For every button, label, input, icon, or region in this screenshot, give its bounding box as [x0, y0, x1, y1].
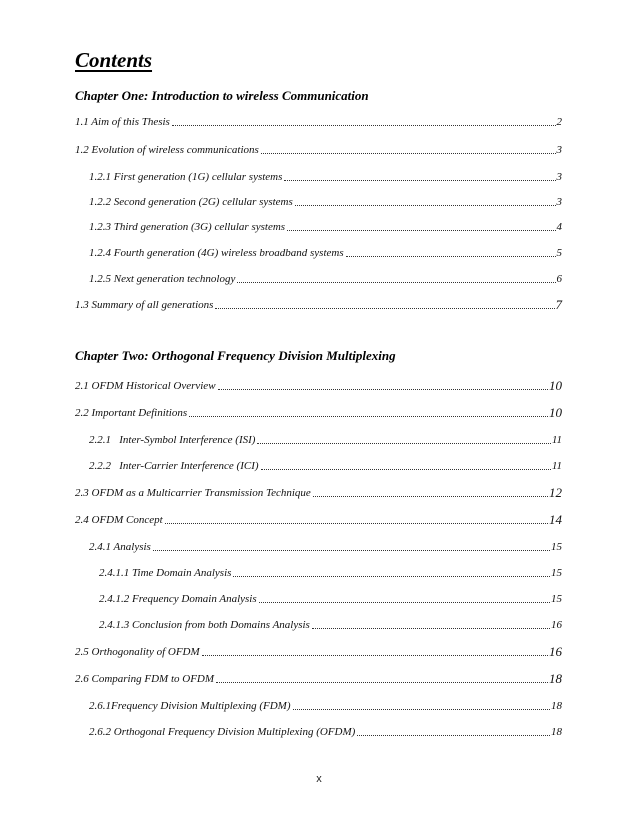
toc-entry[interactable]	[75, 513, 562, 527]
toc-entry-label: 1.2.4 Fourth generation (4G) wireless broadband systems	[89, 247, 344, 259]
toc-entry-label: 1.2.5 Next generation technology	[89, 273, 236, 285]
toc-entry-label: 2.3 OFDM as a Multicarrier Transmission Technique	[75, 487, 311, 499]
leader-dots	[261, 153, 556, 154]
toc-entry-label: 2.6.1Frequency Division Multiplexing (FDM)	[89, 700, 291, 712]
toc-entry-page: 3	[556, 171, 562, 183]
toc-entry-page: 16	[551, 619, 562, 631]
toc-entry-page: 18	[551, 700, 562, 712]
leader-dots	[293, 709, 550, 710]
toc-entry-page: 10	[549, 378, 562, 393]
leader-dots	[287, 230, 555, 231]
leader-dots	[346, 256, 556, 257]
leader-dots	[257, 443, 550, 444]
toc-entry[interactable]	[75, 486, 562, 500]
toc-entry[interactable]	[99, 566, 562, 580]
toc-entry[interactable]	[89, 540, 562, 554]
leader-dots	[189, 416, 548, 417]
contents-title: Contents	[75, 48, 153, 72]
toc-entry-page: 4	[556, 221, 562, 233]
toc-entry-page: 18	[549, 671, 562, 686]
toc-entry[interactable]	[89, 220, 562, 234]
toc-entry[interactable]	[89, 725, 562, 739]
toc-entry[interactable]	[75, 672, 562, 686]
toc-entry-label: 2.4.1.2 Frequency Domain Analysis	[99, 593, 257, 605]
toc-entry-page: 18	[551, 726, 562, 738]
leader-dots	[312, 628, 550, 629]
toc-entry[interactable]	[75, 143, 562, 157]
leader-dots	[261, 469, 551, 470]
leader-dots	[237, 282, 555, 283]
toc-entry-label: 2.1 OFDM Historical Overview	[75, 380, 216, 392]
toc-entry-page: 3	[556, 144, 562, 156]
toc-entry-page: 10	[549, 405, 562, 420]
leader-dots	[153, 550, 550, 551]
toc-entry-label: 1.2 Evolution of wireless communications	[75, 144, 259, 156]
toc-entry[interactable]	[75, 406, 562, 420]
toc-entry-label: 2.6 Comparing FDM to OFDM	[75, 673, 215, 685]
toc-entry-page: 11	[551, 460, 562, 472]
leader-dots	[172, 125, 556, 126]
toc-entry-label: 2.2 Important Definitions	[75, 407, 188, 419]
toc-entry[interactable]	[99, 618, 562, 632]
toc-entry-label: 1.3 Summary of all generations	[75, 299, 214, 311]
toc-entry-label: 1.2.2 Second generation (2G) cellular systems	[89, 196, 293, 208]
leader-dots	[313, 496, 548, 497]
toc-entry[interactable]	[75, 379, 562, 393]
toc-entry[interactable]	[89, 195, 562, 209]
toc-entry[interactable]	[75, 298, 562, 312]
toc-entry-page: 15	[551, 541, 562, 553]
toc-entry-label: 1.2.1 First generation (1G) cellular systems	[89, 171, 283, 183]
toc-entry-label: 2.4.1 Analysis	[89, 541, 151, 553]
leader-dots	[284, 180, 555, 181]
toc-entry-label: 2.6.2 Orthogonal Frequency Division Multiplexing (OFDM)	[89, 726, 356, 738]
leader-dots	[295, 205, 556, 206]
leader-dots	[202, 655, 548, 656]
leader-dots	[218, 389, 548, 390]
toc-entry-page: 5	[556, 247, 562, 259]
chapter-one-heading: Chapter One: Introduction to wireless Communication	[75, 88, 369, 103]
toc-entry-label: 2.4.1.1 Time Domain Analysis	[99, 567, 232, 579]
toc-entry-label: 2.4 OFDM Concept	[75, 514, 163, 526]
leader-dots	[216, 682, 548, 683]
toc-entry[interactable]	[89, 170, 562, 184]
toc-entry-label: 2.4.1.3 Conclusion from both Domains Analysis	[99, 619, 310, 631]
toc-entry-label: 2.2.1 Inter-Symbol Interference (ISI)	[89, 434, 256, 446]
toc-entry-page: 16	[549, 644, 562, 659]
toc-entry-label: 1.2.3 Third generation (3G) cellular systems	[89, 221, 286, 233]
toc-entry-label: 2.2.2 Inter-Carrier Interference (ICI)	[89, 460, 259, 472]
toc-entry[interactable]	[75, 115, 562, 129]
toc-entry-page: 12	[549, 485, 562, 500]
page-number-footer: x	[316, 773, 322, 785]
leader-dots	[357, 735, 550, 736]
toc-entry[interactable]	[75, 645, 562, 659]
toc-entry[interactable]	[89, 272, 562, 286]
toc-entry-page: 6	[556, 273, 562, 285]
leader-dots	[233, 576, 550, 577]
toc-entry-page: 3	[556, 196, 562, 208]
toc-entry[interactable]	[89, 246, 562, 260]
toc-entry[interactable]	[89, 459, 562, 473]
toc-entry-page: 2	[556, 116, 562, 128]
leader-dots	[215, 308, 554, 309]
toc-entry-label: 1.1 Aim of this Thesis	[75, 116, 170, 128]
toc-entry-page: 11	[551, 434, 562, 446]
toc-entry-page: 14	[549, 512, 562, 527]
toc-entry-page: 15	[551, 567, 562, 579]
leader-dots	[259, 602, 550, 603]
leader-dots	[165, 523, 548, 524]
toc-entry[interactable]	[89, 433, 562, 447]
toc-entry[interactable]	[99, 592, 562, 606]
toc-entry-page: 15	[551, 593, 562, 605]
toc-entry-page: 7	[555, 297, 562, 312]
toc-entry[interactable]	[89, 699, 562, 713]
chapter-two-heading: Chapter Two: Orthogonal Frequency Division Multiplexing	[75, 348, 396, 363]
toc-entry-label: 2.5 Orthogonality of OFDM	[75, 646, 200, 658]
